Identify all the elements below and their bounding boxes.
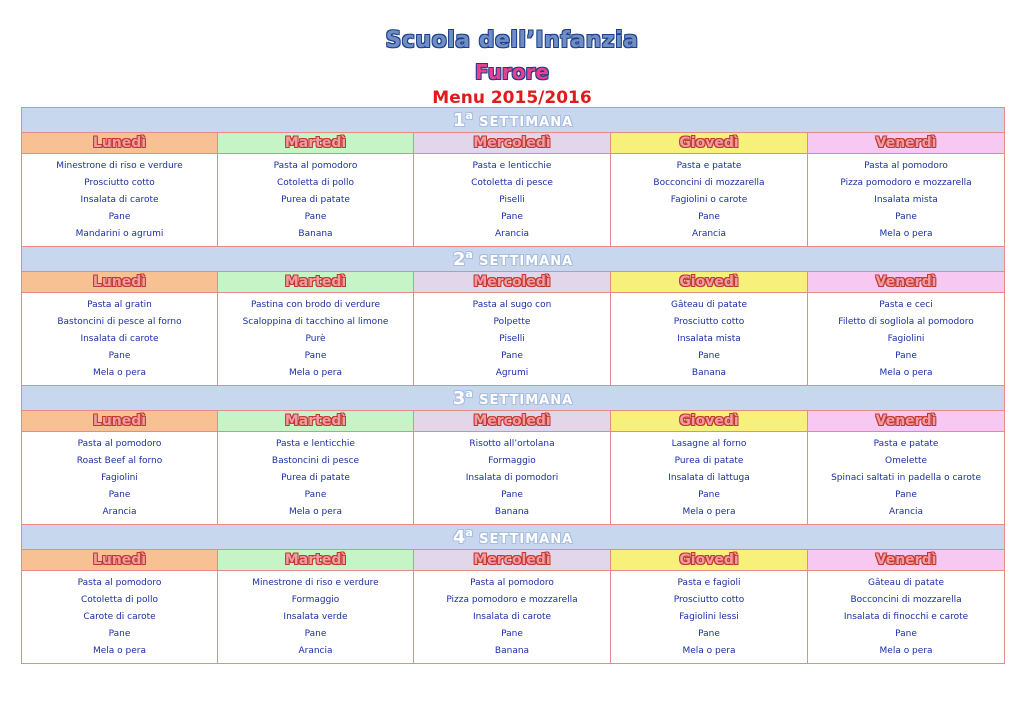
meal-item: Formaggio [291, 594, 340, 605]
day-header-mercoledi [414, 550, 611, 571]
meal-item: Insalata verde [283, 611, 348, 622]
meal-item: Pane [108, 350, 131, 361]
day-header-martedi [218, 550, 414, 571]
day-label: Martedì [284, 274, 347, 290]
meal-cell-martedi [218, 154, 414, 247]
day-header-venerdi [808, 550, 1005, 571]
meal-cell-lunedi [22, 571, 218, 664]
day-label: Martedì [284, 413, 347, 429]
day-header-row [22, 411, 1005, 432]
day-label: Giovedì [679, 552, 739, 568]
meal-item: Insalata di carote [80, 194, 159, 205]
meal-item: Cotoletta di pollo [276, 177, 355, 188]
meal-item: Pane [698, 628, 720, 639]
week-label: SETTIMANA [479, 532, 574, 547]
meal-item: Pane [698, 350, 720, 361]
meal-item: Pane [501, 489, 523, 500]
meal-item: Insalata di carote [80, 333, 159, 344]
meal-cell-martedi [218, 571, 414, 664]
day-header-venerdi [808, 272, 1005, 293]
meal-item: Banana [494, 506, 530, 517]
week-number-suffix: a [465, 109, 473, 122]
meal-item: Bocconcini di mozzarella [850, 594, 962, 605]
day-label: Lunedì [92, 552, 147, 568]
meal-item: Purea di patate [281, 472, 350, 483]
meal-item: Pane [304, 628, 327, 639]
week-number: 1 [452, 110, 466, 131]
meal-item: Lasagne al forno [671, 438, 747, 449]
place-title: Furore [475, 60, 549, 84]
day-header-lunedi [22, 550, 218, 571]
meal-item: Insalata di carote [472, 611, 552, 622]
meal-item: Prosciutto cotto [673, 594, 745, 605]
week-header-row [22, 108, 1005, 133]
day-label: Mercoledì [473, 274, 551, 290]
day-label: Venerdì [875, 135, 937, 151]
meal-item: Pizza pomodoro e mozzarella [446, 594, 578, 605]
meal-item: Pasta al pomodoro [470, 577, 554, 588]
meal-cell-venerdi [808, 293, 1005, 386]
day-header-martedi [218, 411, 414, 432]
day-header-lunedi [22, 411, 218, 432]
meal-cell-martedi [218, 432, 414, 525]
day-header-mercoledi [414, 411, 611, 432]
meal-item: Pane [895, 211, 917, 222]
week-number-suffix: a [465, 526, 473, 539]
day-header-giovedi [611, 272, 808, 293]
meal-item: Piselli [499, 333, 525, 344]
meal-item: Mandarini o agrumi [75, 228, 164, 239]
food-row [22, 571, 1005, 664]
meal-item: Mela o pera [92, 367, 146, 378]
meal-cell-giovedi [611, 432, 808, 525]
meal-item: Pane [501, 211, 523, 222]
meal-item: Purea di patate [281, 194, 350, 205]
day-header-mercoledi [414, 272, 611, 293]
meal-item: Arancia [494, 228, 530, 239]
meal-cell-mercoledi [414, 571, 611, 664]
week-number: 3 [452, 388, 466, 409]
day-label: Martedì [284, 552, 347, 568]
meal-item: Pane [895, 489, 917, 500]
meal-item: Pizza pomodoro e mozzarella [840, 177, 972, 188]
meal-item: Piselli [499, 194, 525, 205]
meal-item: Cotoletta di pollo [80, 594, 159, 605]
week-number: 2 [452, 249, 466, 270]
meal-item: Carote di carote [83, 611, 156, 622]
meal-item: Pastina con brodo di verdure [250, 299, 381, 310]
day-header-giovedi [611, 411, 808, 432]
meal-item: Pane [895, 628, 917, 639]
week-header [22, 247, 1005, 272]
meal-cell-mercoledi [414, 154, 611, 247]
meal-item: Fagiolini lessi [679, 611, 739, 622]
day-header-mercoledi [414, 133, 611, 154]
week-header [22, 386, 1005, 411]
meal-item: Pane [501, 350, 523, 361]
meal-item: Pane [108, 211, 131, 222]
meal-item: Polpette [493, 316, 531, 327]
meal-cell-venerdi [808, 571, 1005, 664]
day-header-row [22, 133, 1005, 154]
day-label: Venerdì [875, 274, 937, 290]
week-number: 4 [452, 527, 466, 548]
meal-item: Insalata mista [874, 194, 938, 205]
day-label: Mercoledì [473, 135, 551, 151]
meal-item: Bastoncini di pesce al forno [57, 316, 182, 327]
day-header-row [22, 272, 1005, 293]
meal-cell-martedi [218, 293, 414, 386]
meal-item: Pasta e patate [873, 438, 939, 449]
meal-item: Arancia [102, 506, 137, 517]
meal-item: Minestrone di riso e verdure [56, 160, 183, 171]
meal-item: Banana [298, 228, 333, 239]
meal-item: Banana [494, 645, 530, 656]
meal-item: Mela o pera [288, 506, 342, 517]
day-header-martedi [218, 272, 414, 293]
meal-item: Arancia [298, 645, 333, 656]
day-header-venerdi [808, 133, 1005, 154]
week-header [22, 525, 1005, 550]
meal-item: Pasta al pomodoro [77, 438, 162, 449]
meal-cell-venerdi [808, 432, 1005, 525]
meal-item: Arancia [691, 228, 727, 239]
meal-item: Mela o pera [682, 506, 736, 517]
day-label: Venerdì [875, 413, 937, 429]
meal-item: Purea di patate [674, 455, 744, 466]
week-label: SETTIMANA [479, 393, 574, 408]
week-header [22, 108, 1005, 133]
meal-cell-lunedi [22, 154, 218, 247]
week-label: SETTIMANA [479, 115, 574, 130]
meal-cell-mercoledi [414, 432, 611, 525]
week-header-row [22, 386, 1005, 411]
meal-item: Pasta e lenticchie [276, 438, 355, 449]
meal-item: Mela o pera [879, 367, 933, 378]
meal-cell-giovedi [611, 571, 808, 664]
meal-item: Mela o pera [879, 645, 933, 656]
meal-item: Pasta al pomodoro [273, 160, 358, 171]
meal-item: Fagiolini [101, 472, 138, 483]
meal-item: Fagiolini [887, 333, 925, 344]
meal-cell-venerdi [808, 154, 1005, 247]
meal-item: Cotoletta di pesce [471, 177, 553, 188]
meal-item: Pasta al pomodoro [77, 577, 162, 588]
school-title: Scuola dell’Infanzia [385, 28, 639, 53]
meal-item: Pane [108, 489, 131, 500]
meal-item: Pane [304, 211, 327, 222]
meal-cell-lunedi [22, 293, 218, 386]
meal-item: Omelette [885, 455, 928, 466]
week-label: SETTIMANA [479, 254, 574, 269]
meal-item: Pane [108, 628, 131, 639]
food-row [22, 432, 1005, 525]
day-label: Giovedì [679, 135, 739, 151]
day-header-lunedi [22, 272, 218, 293]
meal-item: Pasta al sugo con [472, 299, 552, 310]
food-row [22, 154, 1005, 247]
day-label: Giovedì [679, 274, 739, 290]
meal-item: Pasta al pomodoro [864, 160, 948, 171]
meal-item: Mela o pera [92, 645, 146, 656]
week-number-suffix: a [465, 387, 473, 400]
meal-cell-mercoledi [414, 293, 611, 386]
meal-item: Pasta e lenticchie [472, 160, 552, 171]
meal-item: Pane [501, 628, 523, 639]
week-header-row [22, 525, 1005, 550]
meal-item: Pasta e fagioli [677, 577, 741, 588]
meal-item: Insalata di finocchi e carote [843, 611, 969, 622]
meal-item: Scaloppina di tacchino al limone [242, 316, 389, 327]
meal-item: Risotto all’ortolana [469, 438, 555, 449]
day-header-giovedi [611, 133, 808, 154]
meal-item: Pasta e ceci [879, 299, 933, 310]
meal-item: Banana [691, 367, 727, 378]
day-label: Venerdì [875, 552, 937, 568]
meal-item: Gâteau di patate [868, 577, 945, 588]
day-label: Mercoledì [473, 552, 551, 568]
meal-item: Gâteau di patate [670, 299, 748, 310]
meal-item: Pane [304, 489, 327, 500]
meal-item: Fagiolini o carote [670, 194, 748, 205]
meal-item: Roast Beef al forno [76, 455, 163, 466]
day-label: Lunedì [92, 135, 147, 151]
week-header-row [22, 247, 1005, 272]
day-label: Lunedì [92, 413, 147, 429]
meal-cell-giovedi [611, 154, 808, 247]
day-label: Mercoledì [473, 413, 551, 429]
meal-item: Bocconcini di mozzarella [653, 177, 765, 188]
day-header-martedi [218, 133, 414, 154]
meal-item: Mela o pera [879, 228, 933, 239]
menu-table [21, 107, 1005, 664]
meal-item: Pane [895, 350, 917, 361]
meal-item: Pane [304, 350, 327, 361]
meal-item: Pane [698, 489, 720, 500]
meal-item: Insalata mista [677, 333, 741, 344]
week-number-suffix: a [465, 248, 473, 261]
day-header-venerdi [808, 411, 1005, 432]
day-header-giovedi [611, 550, 808, 571]
meal-item: Purè [305, 333, 326, 344]
meal-cell-lunedi [22, 432, 218, 525]
meal-item: Insalata di lattuga [668, 472, 750, 483]
meal-item: Arancia [889, 506, 924, 517]
meal-item: Spinaci saltati in padella o carote [831, 472, 981, 483]
meal-item: Pane [698, 211, 720, 222]
meal-item: Pasta e patate [676, 160, 742, 171]
meal-item: Mela o pera [682, 645, 736, 656]
day-label: Giovedì [679, 413, 739, 429]
day-header-lunedi [22, 133, 218, 154]
meal-item: Filetto di sogliola al pomodoro [838, 316, 974, 327]
meal-item: Bastoncini di pesce [271, 455, 360, 466]
food-row [22, 293, 1005, 386]
meal-item: Prosciutto cotto [84, 177, 155, 188]
day-label: Lunedì [92, 274, 147, 290]
meal-item: Agrumi [495, 367, 529, 378]
day-header-row [22, 550, 1005, 571]
meal-item: Pasta al gratin [87, 299, 152, 310]
menu-year-title: Menu 2015/2016 [432, 88, 592, 108]
meal-item: Minestrone di riso e verdure [252, 577, 379, 588]
day-label: Martedì [284, 135, 347, 151]
meal-item: Formaggio [488, 455, 536, 466]
meal-item: Insalata di pomodori [465, 472, 559, 483]
meal-item: Prosciutto cotto [673, 316, 745, 327]
meal-item: Mela o pera [288, 367, 342, 378]
meal-cell-giovedi [611, 293, 808, 386]
